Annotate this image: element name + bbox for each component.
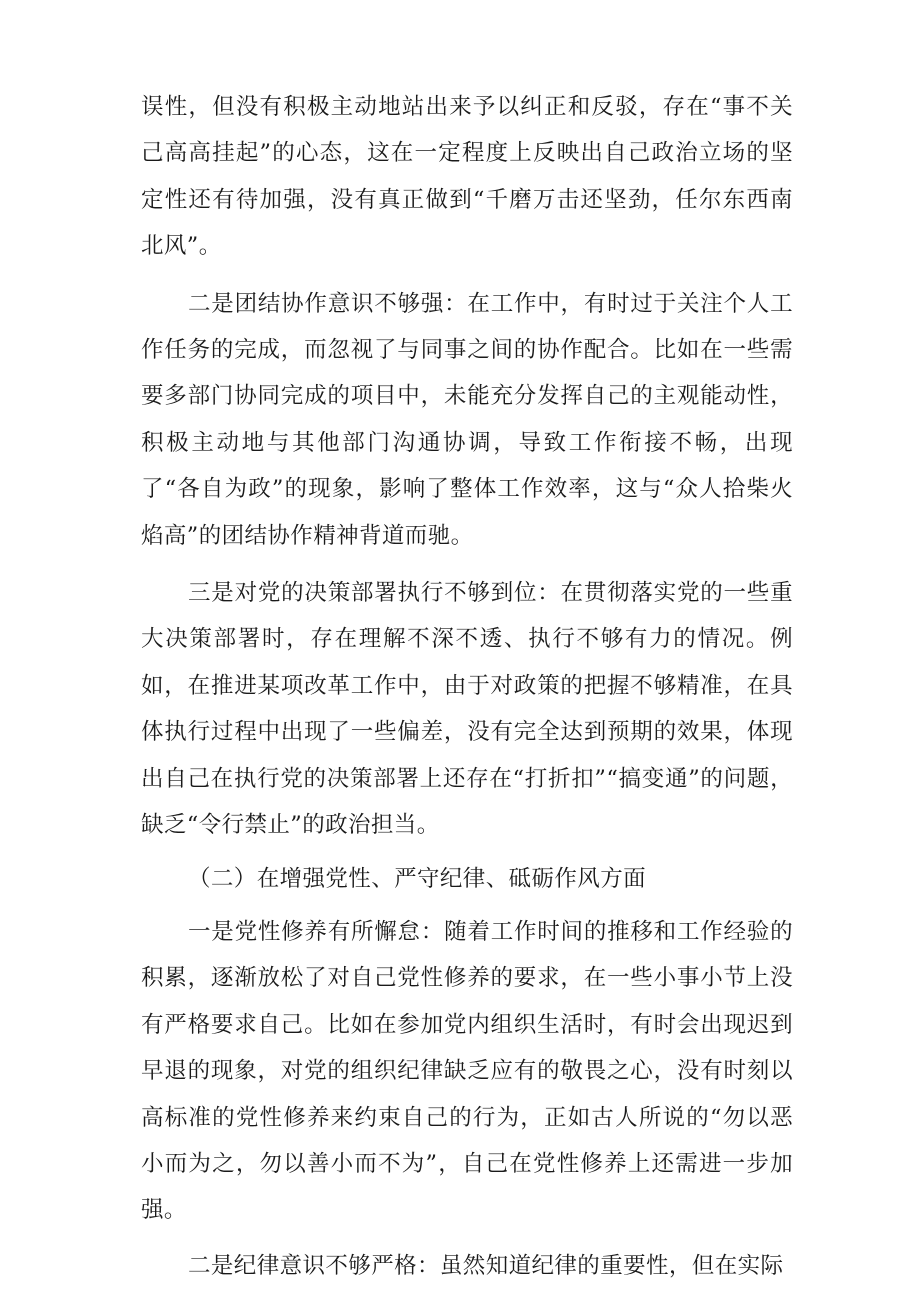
document-body — [141, 84, 793, 1289]
section-heading: （二）在增强党性、严守纪律、砥砺作风方面 — [188, 865, 647, 892]
paragraph-continued: 误性，但没有积极主动地站出来予以纠正和反驳，存在“事不关己高高挂起”的心态，这在一定程度上反映出自己政治立场的坚定性还有待加强，没有真正做到“千磨万击还坚劲，任尔东西南北风”。 — [141, 94, 793, 260]
paragraph-party-spirit: 一是党性修养有所懈怠：随着工作时间的推移和工作经验的积累，逐渐放松了对自己党性修养的要求，在一些小事小节上没有严格要求自己。比如在参加党内组织生活时，有时会出现迟到早退的现象，对党的组织纪律缺乏应有的敬畏之心，没有时刻以高标准的党性修养来约束自己的行为，正如古人所说的“勿以恶小而为之，勿以善小而不为”，自己在党性修养上还需进一步加强。 — [141, 918, 793, 1224]
paragraph-policy-execution: 三是对党的决策部署执行不够到位：在贯彻落实党的一些重大决策部署时，存在理解不深不透、执行不够有力的情况。例如，在推进某项改革工作中，由于对政策的把握不够精准，在具体执行过程中出现了一些偏差，没有完全达到预期的效果，体现出自己在执行党的决策部署上还存在“打折扣”“搞变通”的问题，缺乏“令行禁止”的政治担当。 — [141, 580, 793, 839]
paragraph-discipline: 二是纪律意识不够严格：虽然知道纪律的重要性，但在实际 — [188, 1252, 784, 1279]
paragraph-unity-cooperation: 二是团结协作意识不够强：在工作中，有时过于关注个人工作任务的完成，而忽视了与同事之间的协作配合。比如在一些需要多部门协同完成的项目中，未能充分发挥自己的主观能动性，积极主动地与其他部门沟通协调，导致工作衔接不畅，出现了“各自为政”的现象，影响了整体工作效率，这与“众人拾柴火焰高”的团结协作精神背道而驰。 — [141, 290, 793, 549]
